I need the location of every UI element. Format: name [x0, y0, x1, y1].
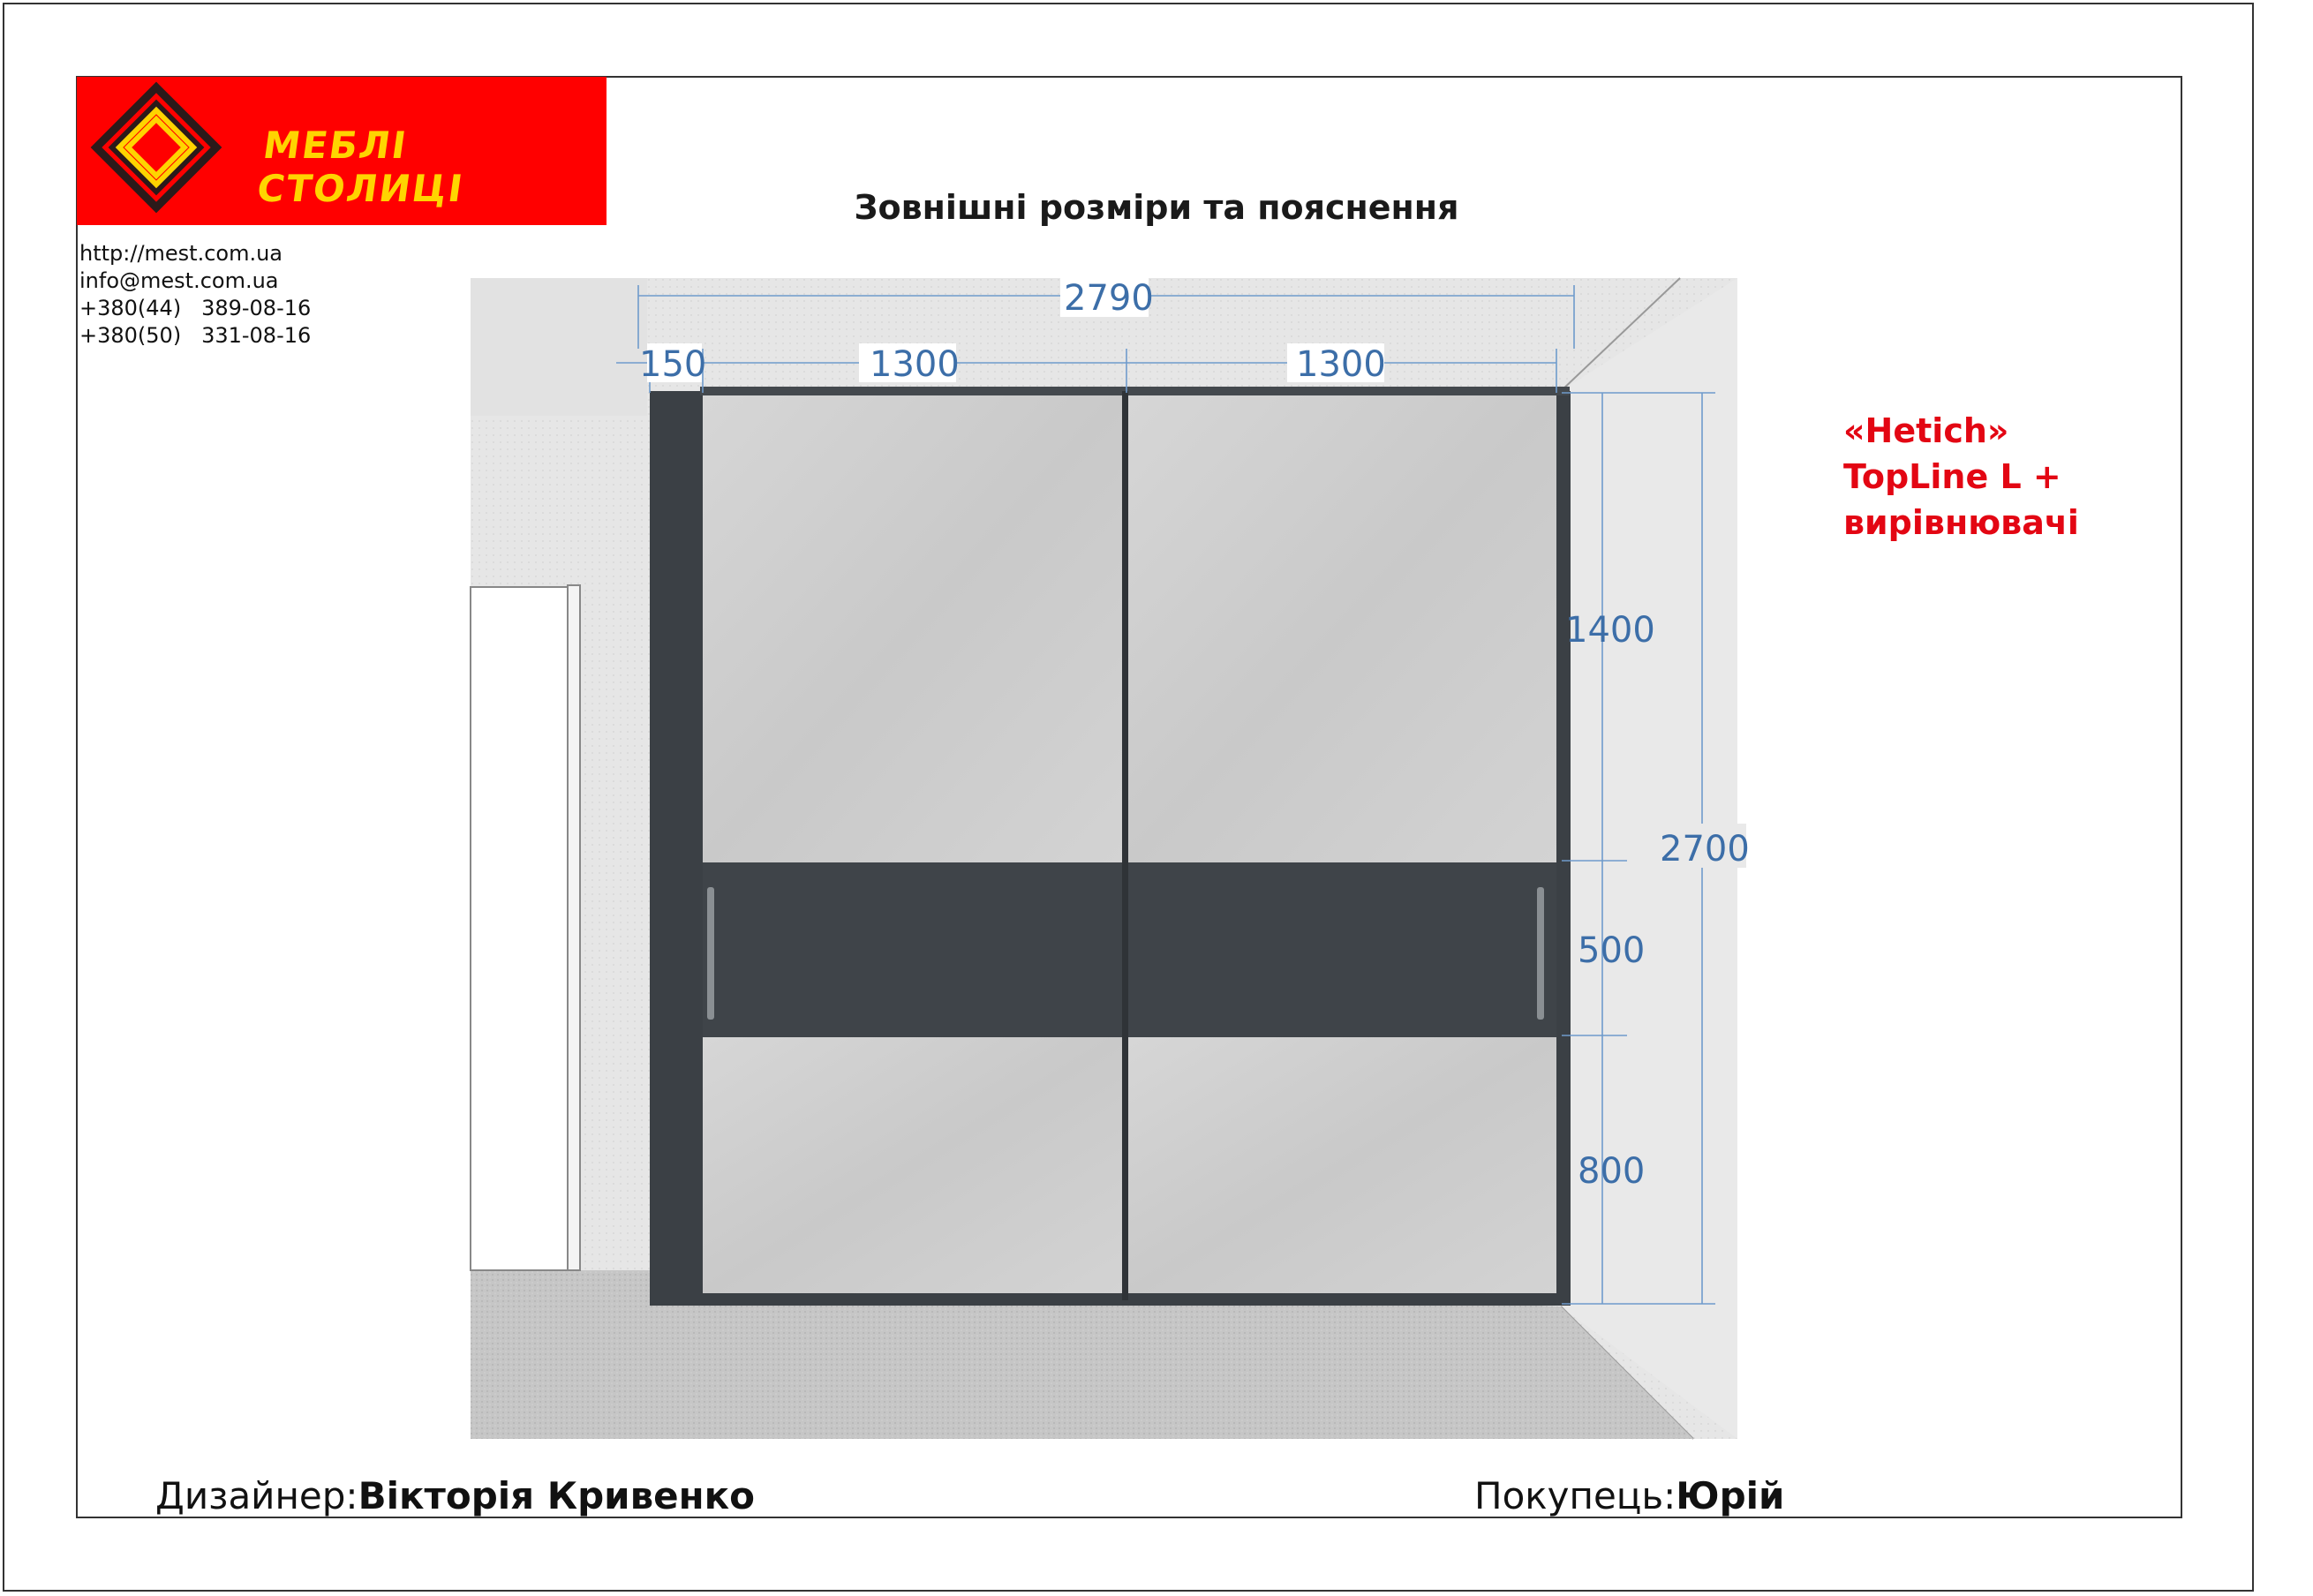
door-divider [1122, 391, 1128, 1300]
phone-1: +380(44) 389-08-16 [79, 296, 312, 320]
contacts-block [79, 240, 311, 350]
hardware-brand: «Hetich» [1843, 411, 2009, 450]
hardware-extra: вирівнювачі [1843, 503, 2079, 542]
side-panel [650, 391, 703, 1305]
dim-upper-section: 1400 [1565, 610, 1655, 651]
right-door-upper [1128, 395, 1556, 862]
left-door-middle [703, 862, 1122, 1037]
phone-2: +380(50) 331-08-16 [79, 323, 312, 348]
bottom-rail [650, 1293, 1571, 1306]
email-link[interactable]: info@mest.com.ua [79, 268, 279, 293]
left-door-upper [703, 395, 1122, 862]
customer-credit [1474, 1474, 1785, 1517]
hardware-note [1843, 408, 2079, 546]
top-rail [700, 387, 1570, 395]
dim-door-left: 1300 [870, 344, 960, 385]
dim-side-panel: 150 [639, 344, 707, 385]
wardrobe-drawing [471, 278, 1750, 1439]
hardware-system: TopLine L + [1843, 457, 2061, 496]
designer-label: Дизайнер: [155, 1474, 358, 1517]
dim-door-right: 1300 [1296, 344, 1386, 385]
doorway [471, 587, 578, 1270]
customer-name: Юрій [1676, 1474, 1785, 1517]
right-door-lower [1128, 1037, 1556, 1293]
right-door-middle [1128, 862, 1556, 1037]
left-handle [707, 887, 714, 1020]
website-link[interactable]: http://mest.com.ua [79, 241, 283, 266]
page-title: Зовнішні розміри та пояснення [854, 188, 1459, 227]
right-handle [1537, 887, 1544, 1020]
dim-total-width: 2790 [1064, 278, 1154, 319]
right-side-panel [1556, 391, 1571, 1305]
customer-label: Покупець: [1474, 1474, 1676, 1517]
designer-credit [155, 1474, 755, 1517]
designer-name: Вікторія Кривенко [358, 1474, 756, 1517]
dim-middle-section: 500 [1578, 930, 1646, 971]
wall-upper-left [471, 278, 647, 416]
dim-total-height: 2700 [1660, 829, 1750, 870]
door-frame [568, 585, 580, 1270]
logo-text: МЕБЛІ СТОЛИЦІ [254, 124, 467, 210]
left-door-lower [703, 1037, 1122, 1293]
dim-lower-section: 800 [1578, 1151, 1646, 1192]
